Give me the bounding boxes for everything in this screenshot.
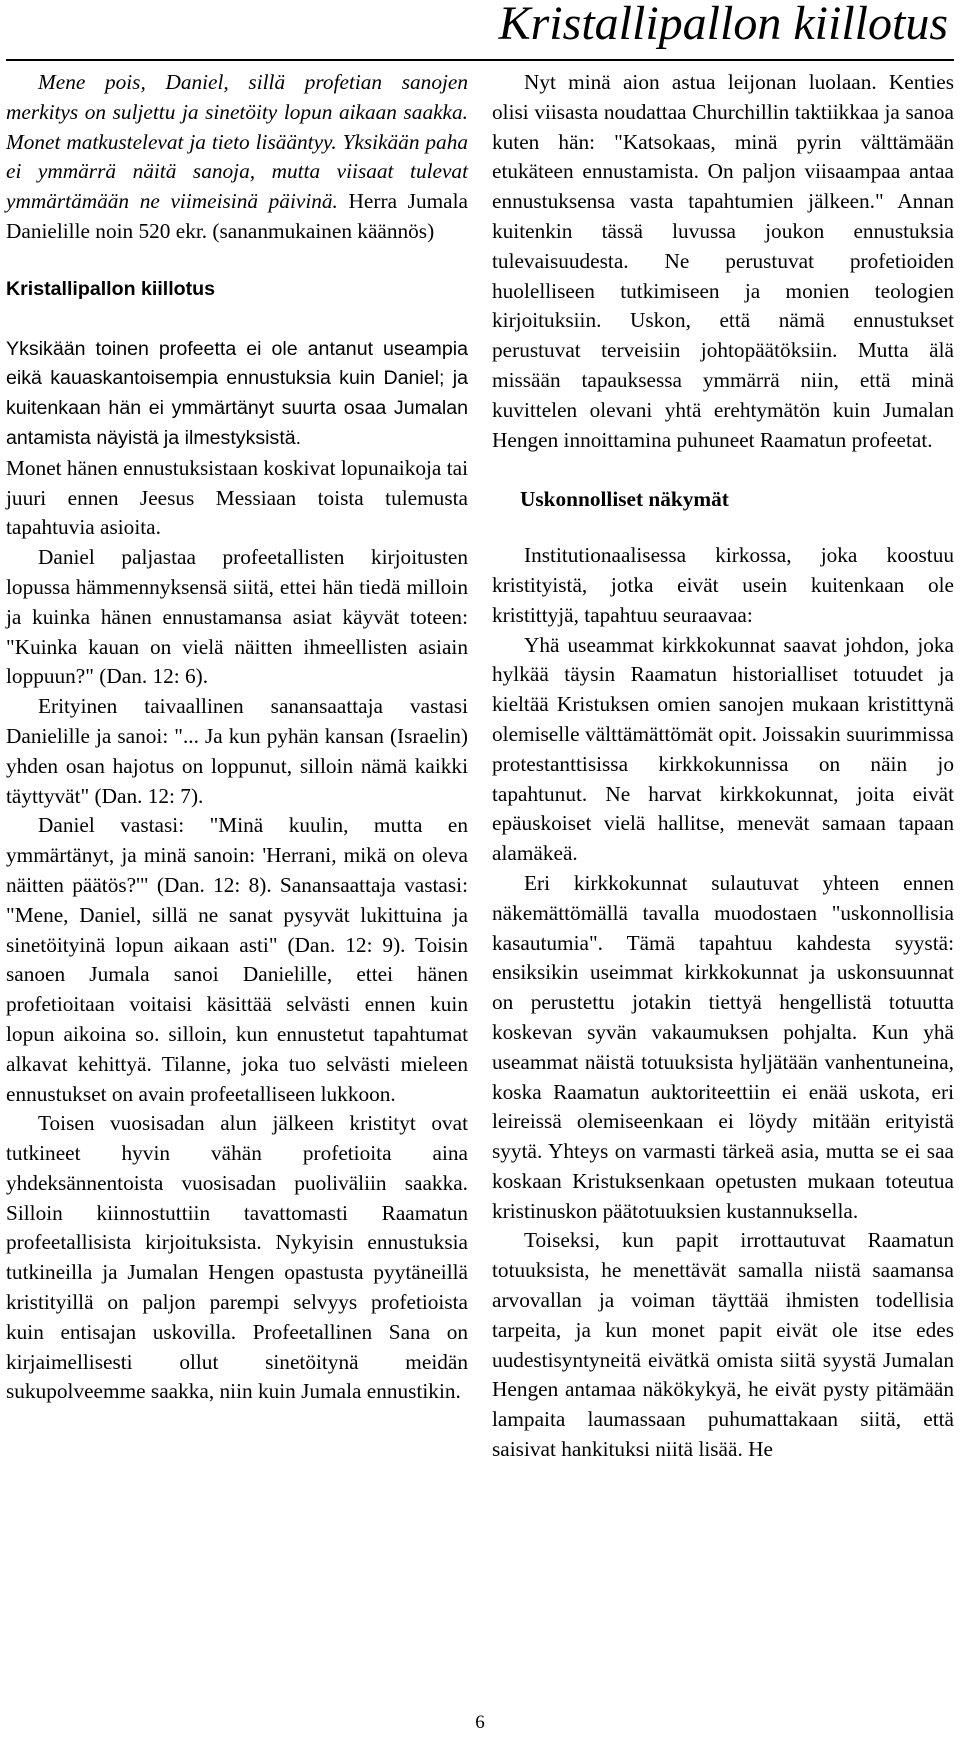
epigraph [6, 68, 468, 247]
body-paragraph: Daniel vastasi: "Minä kuulin, mutta en ymmärtänyt, ja minä sanoin: 'Herrani, mikä on oleva näitten päätös?'" (Dan. 12: 8). Sanansaattaja vastasi: "Mene, Daniel, sillä ne sanat pysyvät lukittuina ja sinetöityinä lopun aikaan asti" (Dan. 12: 9). Toisin sanoen Jumala sanoi Danielille, ettei hänen profetioitaan voitaisi käsittää selvästi ennen kuin lopun aikoina so. silloin, kun ennustetut tapahtumat alkavat kehittyä. Tilanne, joka tuo selvästi mieleen ennustukset on avain profeetalliseen lukkoon. [6, 813, 468, 1106]
body-paragraph: Toisen vuosisadan alun jälkeen kristityt ovat tutkineet hyvin vähän profetioita aina yhdeksännentoista vuosisadan puoliväliin saakka. Silloin kiinnostuttiin tavattomasti Raamatun profeetallisista kirjoituksista. Nykyisin ennustuksia tutkineilla ja Jumalan Hengen opastusta pyytäneillä kristityillä on paljon parempi selvyys profetioista kuin entisajan uskovilla. Profeetallinen Sana on kirjaimellisesti ollut sinetöitynä meidän sukupolveemme saakka, niin kuin Jumala ennustikin. [6, 1111, 468, 1404]
body-paragraph: Erityinen taivaallinen sanansaattaja vastasi Danielille ja sanoi: "... Ja kun pyhän kansan (Israelin) yhden osan hajotus on loppunut, silloin nämä kaikki täyttyvät" (Dan. 12: 7). [6, 694, 468, 808]
section-heading: Kristallipallon kiillotus [6, 277, 216, 300]
body-paragraph: Eri kirkkokunnat sulautuvat yhteen ennen näkemättömällä tavalla muodostaen "uskonnollisia kasautumia". Tämä tapahtuu kahdesta syystä: ensiksikin useimmat kirkkokunnat ja uskonsuunnat on perustettu jotakin tiettyä hengellistä totuutta koskevan syvän vakaumuksen pohjalta. Kun yhä useammat näistä totuuksista hyljätään vanhentuneina, koska Raamatun auktoriteettiin ei enää uskota, eri leireissä olemiseenkaan ei löydy mitään erityistä syytä. Yhteys on varmasti tärkeä asia, mutta se ei saa koskaan Kristuksenkaan opetusten mukaan toteutua kristinuskon päätotuuksien kustannuksella. [492, 870, 954, 1223]
page-title: Kristallipallon kiillotus [498, 0, 948, 50]
page-header [0, 0, 960, 62]
epigraph-attribution: Herra Jumala Danielille noin 520 ekr. (sananmukainen käännös) [6, 189, 469, 243]
page-number: 6 [475, 1712, 485, 1733]
left-column [6, 68, 468, 1407]
body-paragraph: Toiseksi, kun papit irrottautuvat Raamatun totuuksista, he menettävät samalla niistä saamansa arvovallan ja voiman täyttää ihmisten todellisia tarpeita, ja kun monet papit eivät ole itse edes uudestisyntyneitä eivätkä omista siitä syystä Jumalan Hengen antamaa näkökykyä, he eivät pysty pitämään lampaita laumassaan puhumattakaan siitä, että saisivat hankituksi niitä lisää. He [492, 1228, 954, 1462]
section-heading: Uskonnolliset näkymät [520, 487, 729, 512]
body-paragraph: Yhä useammat kirkkokunnat saavat johdon, joka hylkää täysin Raamatun historialliset totuudet ja kieltää Kristuksen omien sanojen mukaan kristittynä olemiselle välttämättömät opit. Joissakin suurimmissa protestanttisissa kirkkokunnissa on näin jo tapahtunut. Ne harvat kirkkokunnat, joita eivät epäuskoiset vielä hallitse, menevät samaan tapaan alamäkeä. [492, 632, 954, 866]
right-column [492, 68, 954, 1465]
body-paragraph: Institutionaalisessa kirkossa, joka koostuu kristityistä, jotka eivät usein kuitenkaan ole kristittyjä, tapahtuu seuraavaa: [492, 543, 954, 627]
body-paragraph: Daniel paljastaa profeetallisten kirjoitusten lopussa hämmennyksensä siitä, ettei hän tiedä milloin ja kuinka hänen ennustamansa asiat käyvät toteen: "Kuinka kauan on vielä näitten ihmeellisten asiain loppuun?" (Dan. 12: 6). [6, 545, 468, 689]
body-paragraph: Nyt minä aion astua leijonan luolaan. Kenties olisi viisasta noudattaa Churchillin taktiikkaa ja sanoa kuten hän: "Katsokaas, minä pyrin välttämään etukäteen ennustamista. On paljon viisaampaa antaa ennustuksensa vasta tapahtumien jälkeen." Annan kuitenkin tässä luvussa joukon ennustuksia tulevaisuudesta. Ne perustuvat profetioiden huolelliseen tutkimiseen ja monien teologien kirjoituksiin. Uskon, että nämä ennustukset perustuvat terveisiin johtopäätöksiin. Mutta älä missään tapauksessa ymmärrä niin, että minä kuvittelen olevani yhtä erehtymätön kuin Jumalan Hengen innoittamina puhuneet Raamatun profeetat. [492, 70, 954, 452]
intro-paragraph: Yksikään toinen profeetta ei ole antanut useampia eikä kauaskantoisempia ennustuksia kuin Daniel; ja kuitenkaan hän ei ymmärtänyt suurta osaa Jumalan antamista näyistä ja ilmestyksistä. [6, 337, 468, 449]
body-paragraph: Monet hänen ennustuksistaan koskivat lopunaikoja tai juuri ennen Jeesus Messiaan toista tulemusta tapahtuvia asioita. [6, 455, 468, 540]
header-rule [6, 59, 954, 61]
epigraph-text: Mene pois, Daniel, sillä profetian sanojen merkitys on suljettu ja sinetöity lopun aikaan saakka. Monet matkustelevat ja tieto lisääntyy. Yksikään paha ei ymmärrä näitä sanoja, mutta viisaat tulevat ymmärtämään ne viimeisinä päivinä. [6, 70, 468, 214]
